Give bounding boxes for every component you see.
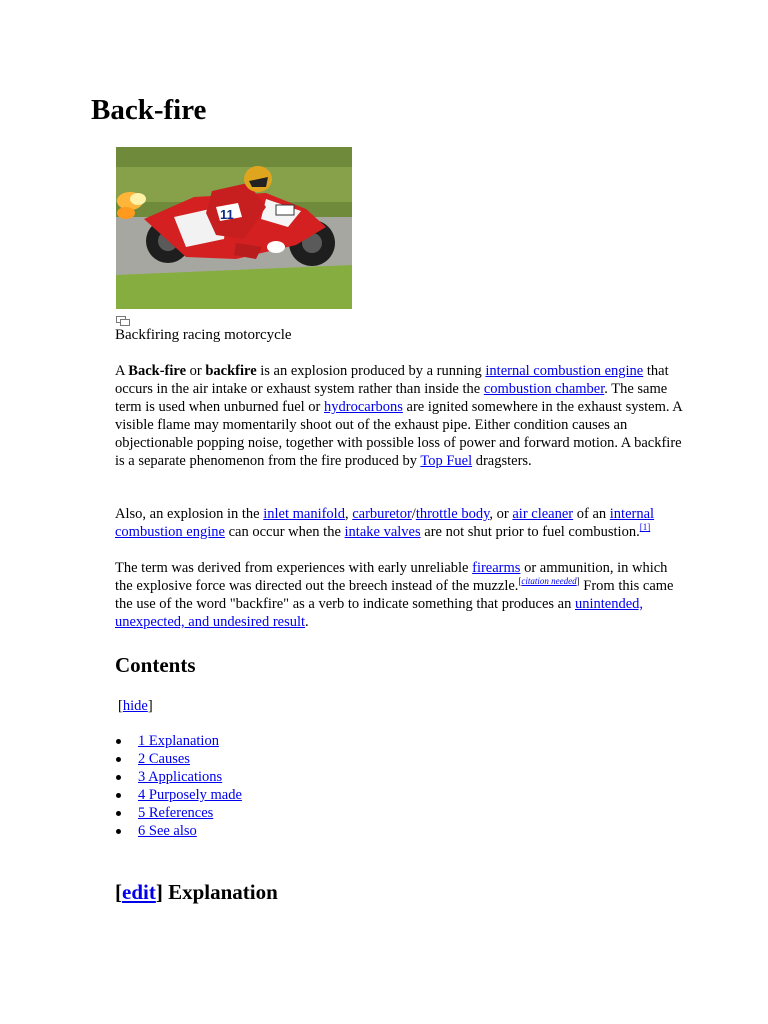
link-carburetor[interactable]: carburetor	[352, 506, 412, 522]
link-internal-combustion-engine-2[interactable]: internal combustion engine	[115, 506, 655, 540]
toc-link-see-also[interactable]: 6 See also	[138, 823, 197, 839]
link-unintended-consequences[interactable]: unintended, unexpected, and undesired result	[115, 596, 644, 630]
bracket: [	[118, 698, 123, 714]
motorcycle-photo[interactable]	[116, 147, 352, 309]
section-title: Explanation	[168, 880, 278, 904]
bullet-icon	[116, 757, 121, 762]
contents-toggle	[118, 697, 153, 715]
bullet-icon	[116, 739, 121, 744]
hide-toc-link[interactable]: hide	[122, 698, 148, 714]
text: A	[115, 363, 129, 379]
page-title: Back-fire	[91, 94, 207, 126]
text: or	[186, 363, 206, 379]
citation-needed-link[interactable]: citation needed	[521, 576, 577, 586]
text: /	[411, 506, 416, 522]
reference-marker	[640, 522, 651, 532]
link-firearms[interactable]: firearms	[472, 560, 521, 576]
rider-number: 11	[220, 207, 234, 222]
link-air-cleaner[interactable]: air cleaner	[512, 506, 574, 522]
text: are not shut prior to fuel combustion.	[420, 524, 640, 540]
section-heading-explanation	[115, 878, 278, 906]
text: are ignited somewhere in the exhaust system. A visible flame may momentarily shoot out of the exhaust pipe. Either condition causes an objectionable popping noise, together with possible loss of power and forward motion. A backfire is a separate phenomenon from the fire produced by	[115, 399, 682, 469]
toc-link-purposely-made[interactable]: 4 Purposely made	[138, 787, 242, 803]
text: can occur when the	[224, 524, 345, 540]
toc-item	[115, 786, 242, 804]
term-bold: backfire	[205, 363, 257, 379]
bracket: [	[518, 576, 522, 586]
text: . The same term is used when unburned fuel or	[115, 381, 668, 415]
text: dragsters.	[472, 453, 532, 469]
toc-link-causes[interactable]: 2 Causes	[138, 751, 190, 767]
bullet-icon	[116, 829, 121, 834]
text: or ammunition, in which the explosive force was directed out the breech instead of the muzzle.	[115, 560, 668, 594]
link-hydrocarbons[interactable]: hydrocarbons	[324, 399, 403, 415]
toc-link-references[interactable]: 5 References	[138, 805, 214, 821]
enlarge-icon[interactable]	[116, 316, 130, 326]
text: The term was derived from experiences with early unreliable	[115, 560, 473, 576]
citation-needed-marker	[518, 576, 579, 586]
text: ,	[344, 506, 353, 522]
toc-link-applications[interactable]: 3 Applications	[138, 769, 223, 785]
link-intake-valves[interactable]: intake valves	[344, 524, 421, 540]
toc-item	[115, 750, 242, 768]
reference-link-1[interactable]: [1]	[639, 522, 651, 532]
text: From this came the use of the word "backfire" as a verb to indicate something that produces an	[115, 578, 674, 612]
bullet-icon	[116, 775, 121, 780]
bracket: [	[115, 880, 122, 904]
edit-section-link[interactable]: edit	[122, 880, 156, 904]
bracket: ]	[155, 880, 169, 904]
intake-paragraph	[115, 505, 685, 541]
intro-paragraph	[115, 362, 685, 470]
link-combustion-chamber[interactable]: combustion chamber	[483, 381, 605, 397]
motorcycle-illustration	[116, 147, 352, 309]
bullet-icon	[116, 811, 121, 816]
toc-item	[115, 732, 242, 750]
contents-heading: Contents	[115, 653, 196, 677]
term-bold: Back-fire	[128, 363, 187, 379]
text: of an	[573, 506, 610, 522]
toc-item	[115, 768, 242, 786]
link-inlet-manifold[interactable]: inlet manifold	[263, 506, 345, 522]
figure-caption: Backfiring racing motorcycle	[115, 327, 292, 343]
bracket: ]	[147, 698, 153, 714]
text: is an explosion produced by a running	[256, 363, 486, 379]
bullet-icon	[116, 793, 121, 798]
text: Also, an explosion in the	[115, 506, 264, 522]
text: that occurs in the air intake or exhaust system rather than inside the	[115, 363, 669, 397]
bracket: ]	[576, 576, 580, 586]
link-internal-combustion-engine[interactable]: internal combustion engine	[485, 363, 644, 379]
toc-item	[115, 822, 242, 840]
table-of-contents	[115, 732, 242, 840]
toc-item	[115, 804, 242, 822]
link-top-fuel[interactable]: Top Fuel	[420, 453, 473, 469]
text: .	[305, 614, 309, 630]
etymology-paragraph	[115, 559, 685, 631]
toc-link-explanation[interactable]: 1 Explanation	[138, 733, 219, 749]
text: , or	[489, 506, 513, 522]
link-throttle-body[interactable]: throttle body	[415, 506, 490, 522]
